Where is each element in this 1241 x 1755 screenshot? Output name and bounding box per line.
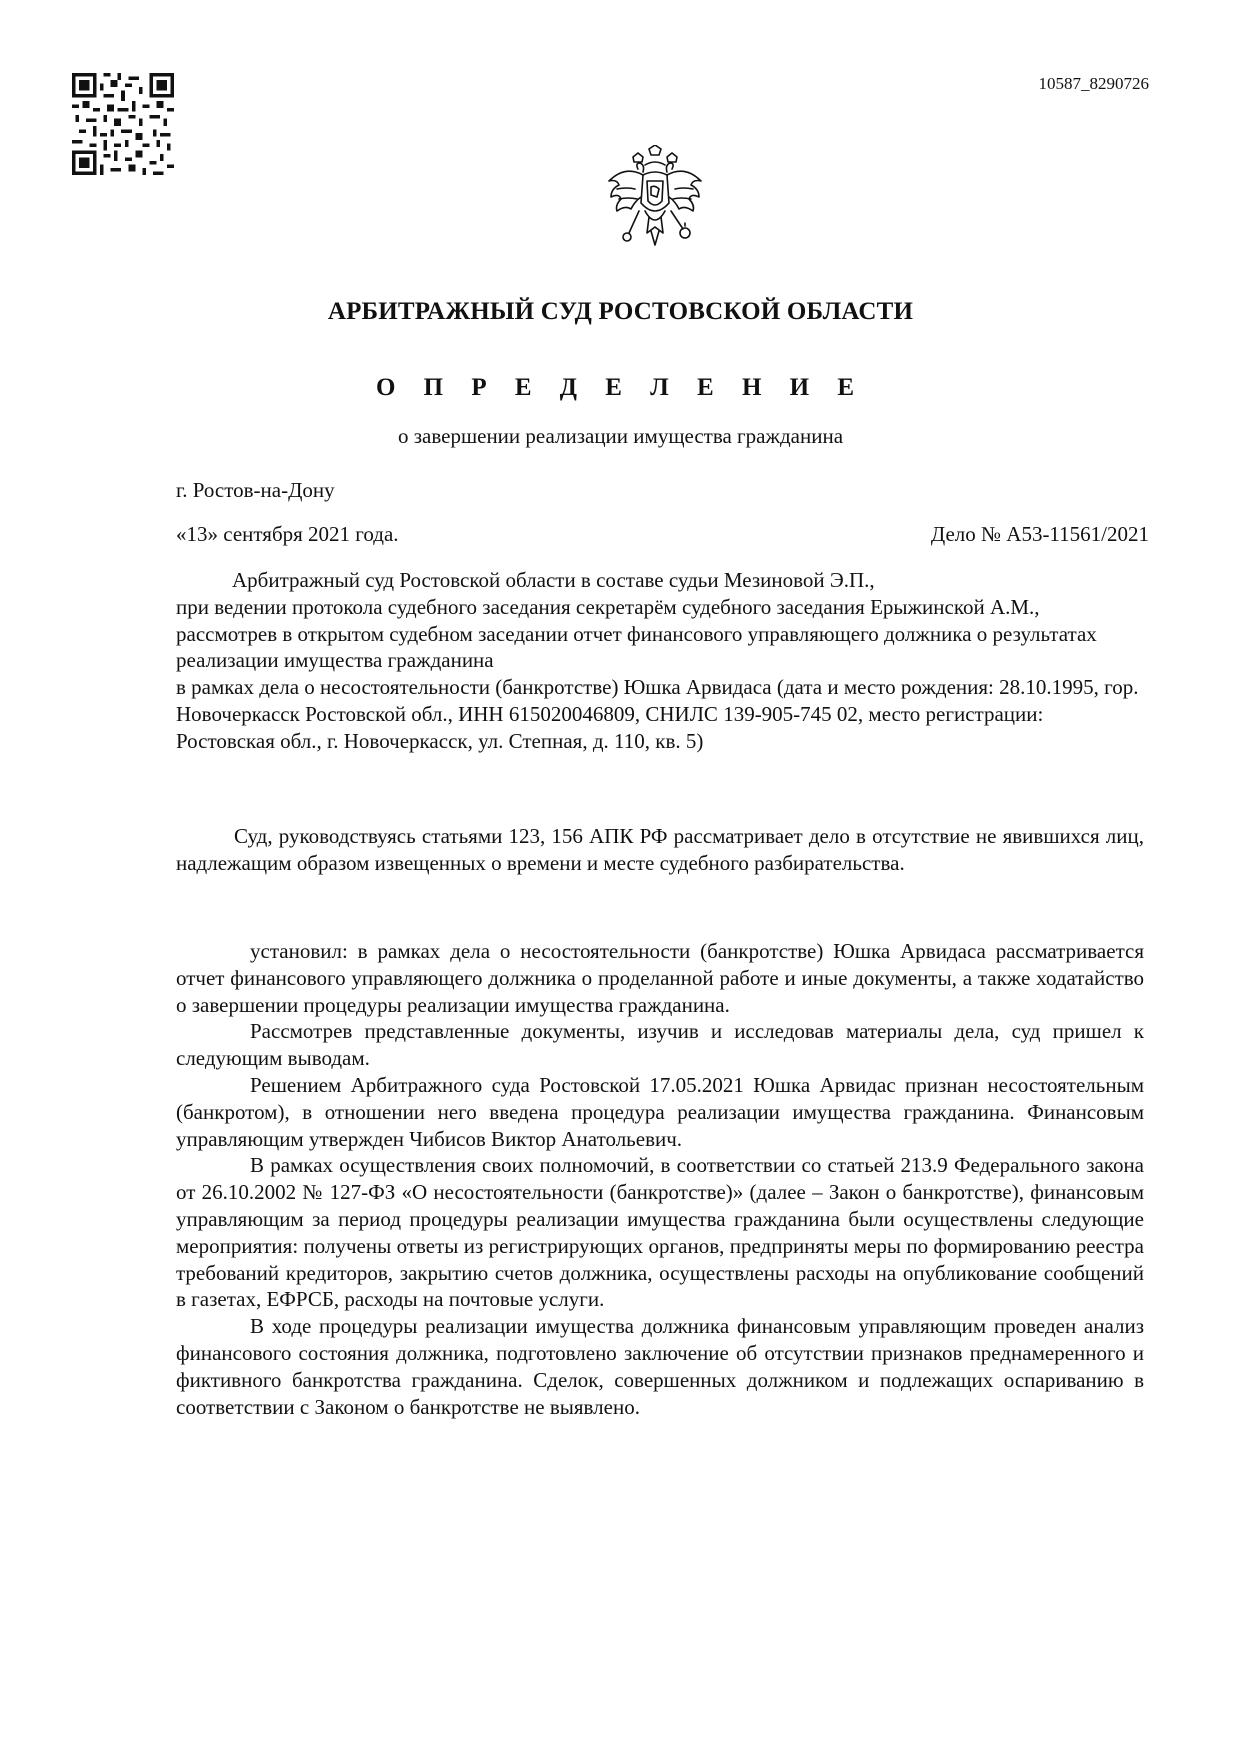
coat-of-arms-icon [605, 145, 705, 255]
intro-paragraph [176, 567, 1144, 755]
document-type-heading: О П Р Е Д Е Л Е Н И Е [375, 374, 866, 401]
case-number: Дело № А53-11561/2021 [930, 522, 1149, 546]
body-paragraph: установил: в рамках дела о несостоятельности (банкротстве) Юшка Арвидаса рассматривается отчет финансового управляющего должника о проделанной работе и иные документы, а также ходатайство о завершении процедуры реализации имущества гражданина. [176, 939, 1144, 1017]
document-subtitle: о завершении реализации имущества гражданина [397, 424, 844, 448]
body-paragraph: Решением Арбитражного суда Ростовской 17.05.2021 Юшка Арвидас признан несостоятельным (банкротом), в отношении него введена процедура реализации имущества гражданина. Финансовым управляющим утвержден Чибисов Виктор Анатольевич. [176, 1072, 1144, 1151]
document-id: 10587_8290726 [1038, 74, 1149, 93]
qr-code-icon [72, 73, 174, 175]
body-paragraph: В ходе процедуры реализации имущества должника финансовым управляющим проведен анализ финансового состояния должника, подготовлено заключение об отсутствии признаков преднамеренного и фиктивного банкротства гражданина. Сделок, совершенных должником и подлежащих оспариванию в соответствии с Законом о банкротстве не выявлено. [176, 1314, 1144, 1419]
document-date: «13» сентября 2021 года. [176, 522, 399, 546]
court-name-heading: АРБИТРАЖНЫЙ СУД РОСТОВСКОЙ ОБЛАСТИ [327, 298, 914, 325]
intro-subject: рассмотрев в открытом судебном заседании отчет финансового управляющего должника о результатах реализации имущества гражданина [176, 621, 1097, 673]
intro-secretary: при ведении протокола судебного заседания секретарём судебного заседания Ерыжинской А.М., [176, 594, 1040, 619]
court-note-paragraph: Суд, руководствуясь статьями 123, 156 АПК РФ рассматривает дело в отсутствие не явившихся лиц, надлежащим образом извещенных о времени и месте судебного разбирательства. [176, 824, 1144, 875]
intro-court-composition: Арбитражный суд Ростовской области в составе судьи Мезиновой Э.П., [232, 568, 875, 592]
body-paragraph: Рассмотрев представленные документы, изучив и исследовав материалы дела, суд пришел к следующим выводам. [176, 1019, 1144, 1071]
city: г. Ростов-на-Дону [176, 478, 335, 502]
body-paragraph: В рамках осуществления своих полномочий, в соответствии со статьей 213.9 Федерального закона от 26.10.2002 № 127-ФЗ «О несостоятельности (банкротстве)» (далее – Закон о банкротстве), финансовым управляющим за период процедуры реализации имущества гражданина были осуществлены следующие мероприятия: получены ответы из регистрирующих органов, предприняты меры по формированию реестра требований кредиторов, закрытию счетов должника, осуществлены расходы на опубликование сообщений в газетах, ЕФРСБ, расходы на почтовые услуги. [176, 1153, 1144, 1312]
body-paragraphs [176, 938, 1144, 1420]
intro-debtor-details: в рамках дела о несостоятельности (банкротстве) Юшка Арвидаса (дата и место рождения: 28.10.1995, гор. Новочеркасск Ростовской обл., ИНН 615020046809, СНИЛС 139-905-745 02, место регистрации: Ростовская обл., г. Новочеркасск, ул. Степная, д. 110, кв. 5) [176, 675, 1139, 753]
